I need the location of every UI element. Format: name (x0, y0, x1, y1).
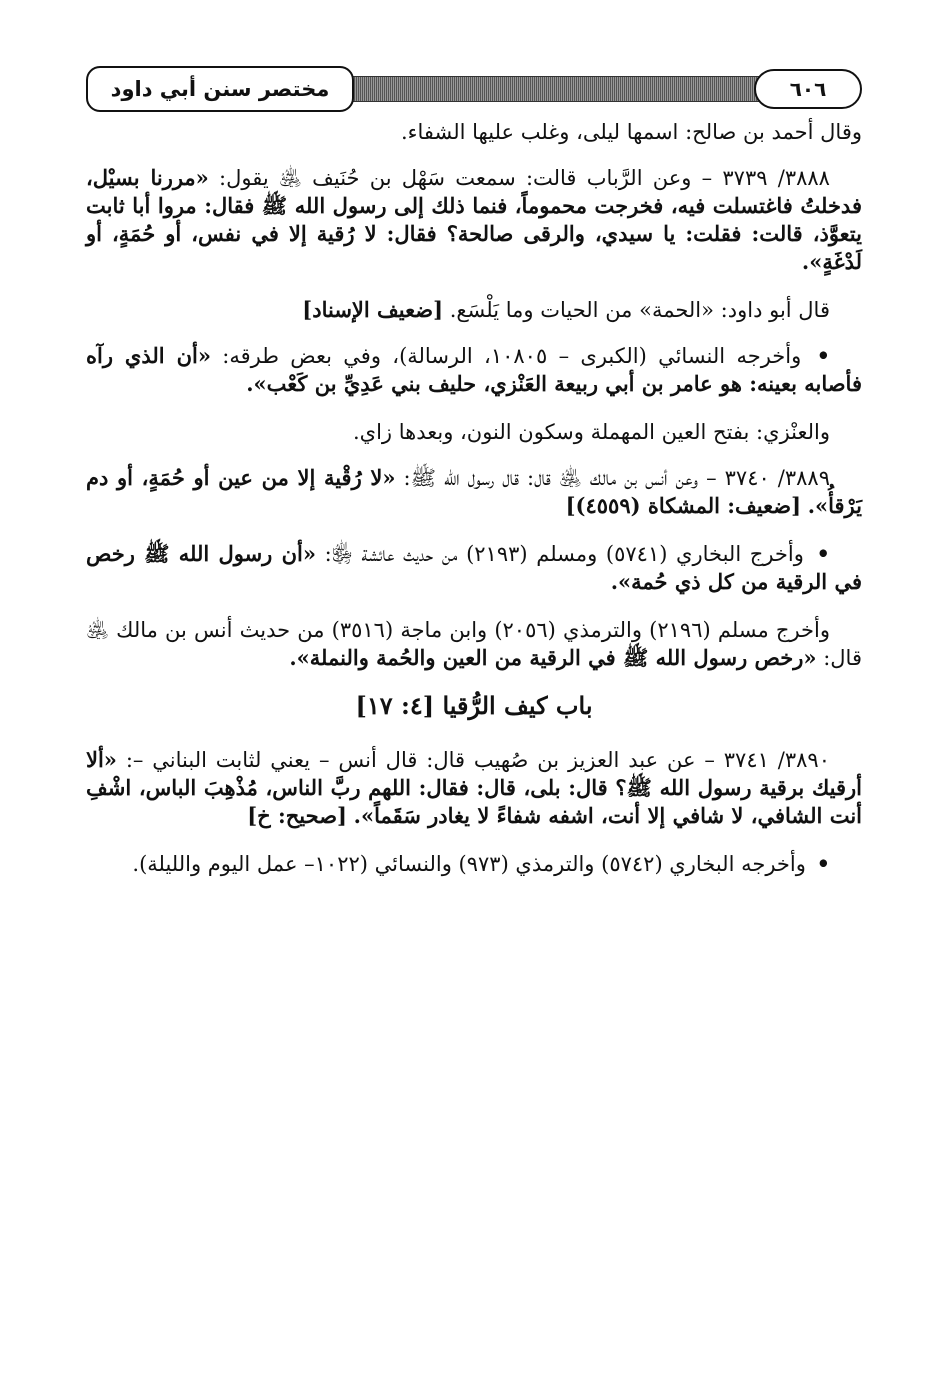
bukhari-takhrij (86, 540, 862, 596)
takhrij-text: وأخرج البخاري (٥٧٤١) ومسلم (٢١٩٣) من حديث عائشة ﵂: (324, 542, 804, 566)
anzi-note: والعنْزي: بفتح العين المهملة وسكون النون، وبعدها زاي. (352, 420, 830, 444)
final-takhrij (86, 850, 862, 878)
takhrij-quote: «أن رسول الله ﷺ رخص في الرقية من كل ذي حُمة». (86, 541, 862, 594)
takhrij-text: وأخرجه النسائي (الكبرى – ١٠٨٠٥، الرسالة)، وفي بعض طرقه: (222, 344, 802, 368)
hadith-intro: وعن أنس بن مالك ﵁ قال: قال رسول الله ﷺ: (403, 466, 699, 490)
takhrij-quote: «رخص رسول الله ﷺ في الرقية من العين والحُمة والنملة». (289, 645, 817, 670)
hadith-intro: عن عبد العزيز بن صُهيب قال: قال أنس – يعني لثابت البناني –: (125, 748, 696, 772)
hadith-number: ٣٨٨٩/ ٣٧٤٠ – (706, 466, 830, 490)
hadith-intro: وعن الرَّباب قالت: سمعت سَهْل بن حُنَيف ﵁ يقول: (219, 166, 692, 190)
hadith-number: ٣٨٩٠/ ٣٧٤١ – (704, 748, 830, 772)
page-number: ٦٠٦ (754, 69, 862, 109)
abudawud-note (86, 296, 862, 324)
grade-label: [صحيح: خ] (247, 803, 347, 828)
muslim-takhrij (86, 616, 862, 672)
book-title: مختصر سنن أبي داود (86, 66, 354, 112)
note-ahmad: وقال أحمد بن صالح: اسمها ليلى، وغلب عليها الشفاء. (400, 120, 862, 144)
hadith-3888 (86, 164, 862, 276)
chapter-heading: باب كيف الرُّقيا [٤: ١٧] (355, 691, 593, 720)
takhrij-quote: «أن الذي رآه فأصابه بعينه: هو عامر بن أبي ربيعة العَنْزي، حليف بني عَدِيِّ بن كَعْب». (86, 343, 862, 396)
bullet-icon: • (816, 541, 830, 566)
nasai-takhrij (86, 342, 862, 398)
hadith-text: «مررنا بسيْل، فدخلتُ فاغتسلت فيه، فخرجت محموماً، فنما ذلك إلى رسول الله ﷺ فقال: مروا أبا ثابت يتعوَّذ، قالت: فقلت: يا سيدي، والرقى صالحة؟ فقال: لا رُقية إلا في نفس، أو حُمَةٍ، أو لَدْغَةٍ». (86, 165, 862, 274)
hadith-3889 (86, 464, 862, 520)
page-header (86, 66, 862, 110)
note-text: قال أبو داود: «الحمة» من الحيات وما يَلْسَع. (449, 298, 830, 322)
bullet-icon: • (816, 851, 830, 876)
grade-label: [ضعيف: المشكاة (٤٥٥٩)] (565, 493, 801, 518)
hadith-3890 (86, 746, 862, 830)
header-ornament-bar (336, 76, 762, 102)
takhrij-text: وأخرج مسلم (٢١٩٦) والترمذي (٢٠٥٦) وابن ماجة (٣٥١٦) من حديث أنس بن مالك ﵁ قال: (86, 618, 862, 670)
takhrij-text: وأخرجه البخاري (٥٧٤٢) والترمذي (٩٧٣) والنسائي (١٠٢٢– عمل اليوم والليلة). (132, 852, 806, 876)
bullet-icon: • (816, 343, 830, 368)
hadith-number: ٣٨٨٨/ ٣٧٣٩ – (701, 166, 830, 190)
hadith-text: «لا رُقْية إلا من عين أو حُمَةٍ، أو دم يَرْقأُ». (86, 465, 862, 518)
grade-label: [ضعيف الإسناد] (302, 297, 444, 322)
hadith-text: «ألا أرقيك برقية رسول الله ﷺ؟ قال: بلى، قال: فقال: اللهم ربَّ الناس، مُذْهِبَ الباس، اشْفِ أنت الشافي، لا شافي إلا أنت، اشفه شفاءً لا يغادر سَقَماً». (86, 747, 862, 828)
page-body (86, 118, 862, 898)
